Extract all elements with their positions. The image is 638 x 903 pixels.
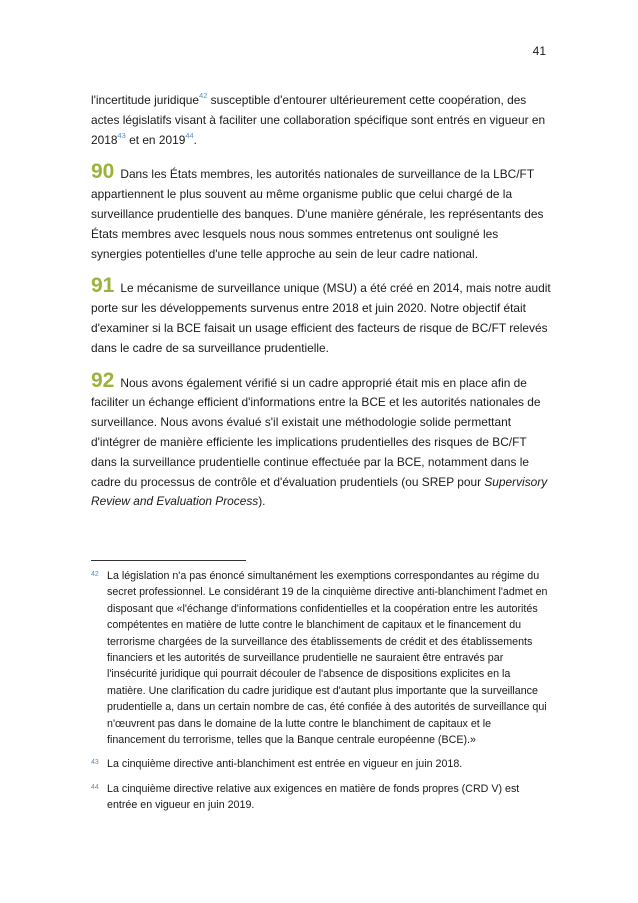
paragraph-text: l'incertitude juridique bbox=[91, 93, 200, 107]
italic-text: Supervisory Review and Evaluation Process bbox=[91, 474, 548, 509]
paragraph-text: susceptible d'entourer ultérieurement cette coopération, des actes législatifs visant à faciliter une collaboration spécifique sont entrés en vigueur en 2018 bbox=[91, 93, 546, 147]
paragraph-text: ). bbox=[258, 494, 266, 509]
footnote-reference[interactable]: 44 bbox=[185, 130, 194, 140]
paragraph-text: et en 2019 bbox=[125, 132, 186, 147]
footnote-separator bbox=[91, 560, 246, 561]
footnotes bbox=[91, 568, 551, 814]
footnote-text: La législation n'a pas énoncé simultanément les exemptions correspondantes au régime du secret professionnel. Le considérant 19 de la cinquième directive anti-blanchiment l'admet en disposant que «l'échange d'informations confidentielles et la coopération entre les autorités compétentes en matière de lutte contre le blanchiment de capitaux et le financement du terrorisme chargées de la surveillance des établissements de crédit et des établissements financiers et les autorités de surveillance prudentielle ne sauraient être entravés par l'insécurité juridique qui pourrait découler de l'absence de dispositions explicites en la matière. Une clarification du cadre juridique est d'autant plus importante que la surveillance prudentielle a, dans un certain nombre de cas, été confiée à des autorités de surveillance qui n'œuvrent pas dans le domaine de la lutte contre le blanchiment de capitaux et le financement du terrorisme, telles que la Banque centrale européenne (BCE).» bbox=[107, 570, 548, 747]
paragraph bbox=[91, 162, 551, 264]
paragraph-text: . bbox=[193, 132, 197, 147]
paragraph-number: 91 bbox=[91, 274, 115, 298]
footnote-marker: 42 bbox=[91, 571, 99, 578]
footnote-text: La cinquième directive anti-blanchiment est entrée en vigueur en juin 2018. bbox=[107, 758, 463, 771]
footnote-reference[interactable]: 43 bbox=[117, 130, 126, 140]
footnote-text: La cinquième directive relative aux exigences en matière de fonds propres (CRD V) est entrée en vigueur en juin 2019. bbox=[107, 782, 520, 812]
body-text bbox=[91, 91, 551, 512]
paragraph-text: Nous avons également vérifié si un cadre approprié était mis en place afin de faciliter un échange efficient d'informations entre la BCE et les autorités nationales de surveillance. Nous avons évalué s'il existait une méthodologie solide permettant d'intégrer de manière efficiente les implications prudentielles des risques de BC/FT dans la surveillance prudentielle continue effectuée par la BCE, notamment dans le cadre du processus de contrôle et d'évaluation prudentiels (ou SREP pour bbox=[91, 375, 541, 489]
footnote bbox=[91, 756, 551, 772]
footnote-marker: 44 bbox=[91, 783, 99, 791]
paragraph-text: Le mécanisme de surveillance unique (MSU) a été créé en 2014, mais notre audit porte sur les développements survenus entre 2018 et juin 2020. Notre objectif était d'examiner si la BCE faisait un usage efficient des facteurs de risque de BC/FT relevés dans le cadre de sa surveillance prudentielle. bbox=[91, 281, 551, 355]
paragraph-number: 90 bbox=[91, 160, 115, 184]
paragraph bbox=[91, 276, 551, 358]
paragraph-number: 92 bbox=[91, 368, 115, 392]
paragraph-text: Dans les États membres, les autorités nationales de surveillance de la LBC/FT appartiennent le plus souvent au même organisme public que celui chargé de la surveillance prudentielle des banques. D'une manière générale, les représentants des États membres avec lesquels nous nous sommes entretenus ont souligné les synergies potentielles d'une telle approche au sein de leur cadre national. bbox=[91, 167, 544, 261]
page-number: 41 bbox=[532, 44, 546, 58]
footnote-reference[interactable]: 42 bbox=[199, 91, 208, 100]
paragraph bbox=[91, 368, 551, 513]
paragraph bbox=[91, 91, 551, 150]
footnote bbox=[91, 568, 551, 748]
footnote bbox=[91, 781, 551, 814]
footnote-marker: 43 bbox=[91, 759, 99, 767]
